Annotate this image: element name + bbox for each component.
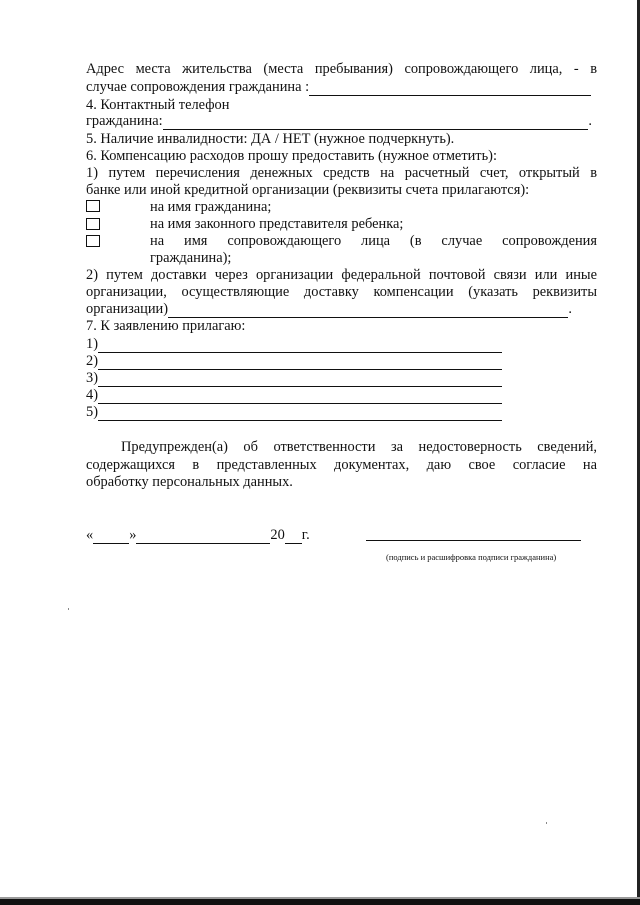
date-line: [86, 527, 326, 544]
scan-edge-bottom: [0, 899, 640, 905]
attachment-row: [86, 404, 502, 421]
phone-heading: 4. Контактный телефон: [86, 97, 230, 113]
attachment-number: 4): [86, 387, 98, 403]
checkbox-citizen[interactable]: [86, 200, 100, 212]
signature-field[interactable]: [366, 540, 581, 541]
organization-label: организации): [86, 301, 169, 317]
attachment-row: [86, 336, 502, 353]
phone-field[interactable]: [163, 116, 589, 130]
disability-line: 5. Наличие инвалидности: ДА / НЕТ (нужное подчеркнуть).: [86, 131, 455, 147]
date-quote-open: «: [86, 527, 94, 543]
compensation-option-2-line-1: 2) путем доставки через организации федеральной почтовой связи или иные: [86, 267, 597, 283]
date-quote-close: »: [129, 527, 137, 543]
checkbox-escort-label: на имя сопровождающего лица (в случае сопровождения: [150, 233, 597, 249]
compensation-heading: 6. Компенсацию расходов прошу предоставить (нужное отметить):: [86, 148, 497, 164]
attachment-field[interactable]: [98, 373, 502, 387]
address-field[interactable]: [309, 82, 591, 96]
phone-end-dot: .: [588, 113, 592, 129]
attachment-number: 3): [86, 370, 98, 386]
organization-end-dot: .: [568, 301, 572, 317]
compensation-option-1-line-1: 1) путем перечисления денежных средств на расчетный счет, открытый в: [86, 165, 597, 181]
attachments-heading: 7. К заявлению прилагаю:: [86, 318, 246, 334]
date-century: 20: [270, 527, 285, 543]
address-line-2: [86, 79, 591, 96]
attachment-row: [86, 370, 502, 387]
attachment-row: [86, 353, 502, 370]
checkbox-escort[interactable]: [86, 235, 100, 247]
compensation-option-2-line-2: организации, осуществляющие доставку компенсации (указать реквизиты: [86, 284, 597, 300]
phone-line: [86, 113, 592, 130]
warning-line-2: содержащихся в представленных документах, даю свое согласие на: [86, 457, 597, 473]
attachment-field[interactable]: [98, 407, 502, 421]
attachment-number: 5): [86, 404, 98, 420]
checkbox-legal-representative[interactable]: [86, 218, 100, 230]
checkbox-legal-representative-label: на имя законного представителя ребенка;: [150, 216, 404, 232]
warning-line-3: обработку персональных данных.: [86, 474, 293, 490]
organization-details-field[interactable]: [168, 304, 568, 318]
date-month-field[interactable]: [136, 530, 270, 544]
compensation-option-1-line-2: банке или иной кредитной организации (реквизиты счета прилагаются):: [86, 182, 530, 198]
scan-speck: [68, 608, 69, 610]
compensation-option-2-line-3: [86, 301, 572, 318]
attachment-field[interactable]: [98, 339, 502, 353]
checkbox-escort-label-cont: гражданина);: [150, 250, 232, 266]
attachment-number: 2): [86, 353, 98, 369]
address-line-1: Адрес места жительства (места пребывания) сопровождающего лица, - в: [86, 61, 597, 77]
date-year-suffix: г.: [301, 527, 310, 543]
scan-speck: [546, 822, 547, 824]
date-year-field[interactable]: [285, 530, 302, 544]
checkbox-citizen-label: на имя гражданина;: [150, 199, 272, 215]
attachment-field[interactable]: [98, 390, 502, 404]
date-day-field[interactable]: [93, 530, 129, 544]
signature-caption: (подпись и расшифровка подписи гражданина): [386, 552, 557, 562]
warning-line-1: Предупрежден(а) об ответственности за недостоверность сведений,: [121, 439, 597, 455]
attachment-number: 1): [86, 336, 98, 352]
attachment-field[interactable]: [98, 356, 502, 370]
attachment-row: [86, 387, 502, 404]
address-label: случае сопровождения гражданина :: [86, 79, 310, 95]
phone-label: гражданина:: [86, 113, 163, 129]
